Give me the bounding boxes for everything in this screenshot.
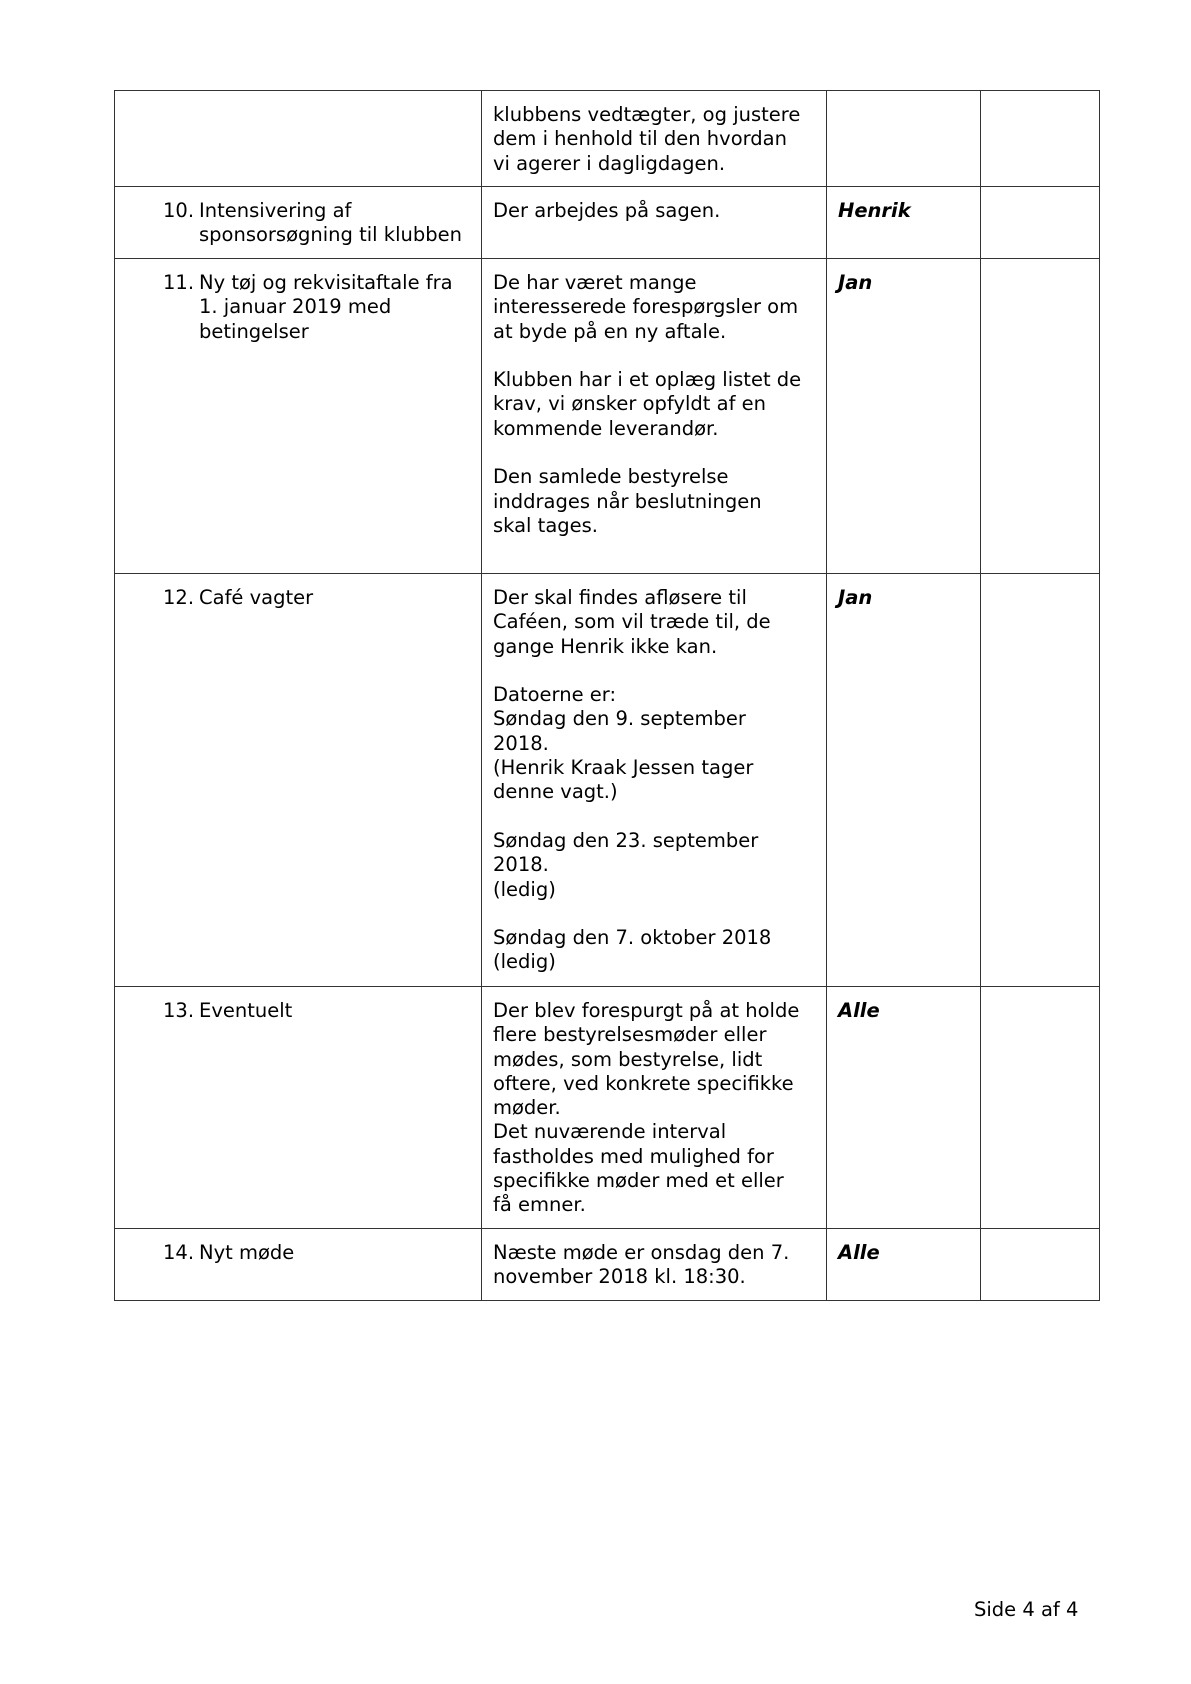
responsible-person: Jan [838, 586, 873, 609]
agenda-item [115, 259, 481, 354]
topic-cell [115, 1229, 482, 1301]
responsible-cell [827, 259, 981, 574]
agenda-table-body [115, 91, 1100, 1301]
agenda-item [115, 187, 481, 258]
item-title: Intensivering af sponsorsøgning til klubben [199, 199, 462, 247]
item-title: Nyt møde [199, 1241, 295, 1264]
status-cell [981, 91, 1100, 187]
agenda-item [115, 574, 481, 620]
agenda-row [115, 1229, 1100, 1301]
notes [482, 574, 826, 985]
notes [482, 187, 826, 233]
topic-cell [115, 259, 482, 574]
notes-cell [482, 574, 827, 987]
agenda-row [115, 187, 1100, 259]
note-paragraph: Der arbejdes på sagen. [493, 199, 721, 222]
item-number: 11. [163, 271, 195, 294]
responsible-cell [827, 91, 981, 187]
notes [482, 91, 826, 186]
note-paragraph: Klubben har i et oplæg listet de krav, vi ønsker opfyldt af en kommende leverandør. [493, 368, 802, 440]
responsible-person [827, 91, 980, 113]
note-paragraph: Søndag den 7. oktober 2018 (ledig) [493, 926, 772, 974]
notes [482, 987, 826, 1228]
responsible-cell [827, 987, 981, 1229]
responsible-person: Alle [838, 1241, 880, 1264]
notes-cell [482, 259, 827, 574]
agenda-row [115, 91, 1100, 187]
agenda-item [115, 987, 481, 1033]
agenda-table [114, 90, 1100, 1301]
topic-cell [115, 187, 482, 259]
item-number: 14. [163, 1241, 195, 1264]
agenda-item [115, 91, 481, 113]
note-paragraph: Der skal findes afløsere til Caféen, som vil træde til, de gange Henrik ikke kan. [493, 586, 771, 658]
note-paragraph: Der blev forespurgt på at holde flere bestyrelsesmøder eller mødes, som bestyrelse, lidt oftere, ved konkrete specifikke møder. Det nuværende interval fastholdes med mulighed for specifikke møder med et eller få emner. [493, 999, 800, 1217]
responsible-person: Alle [838, 999, 880, 1022]
responsible-cell [827, 574, 981, 987]
responsible-cell [827, 187, 981, 259]
notes-cell [482, 987, 827, 1229]
responsible-cell [827, 1229, 981, 1301]
agenda-row [115, 987, 1100, 1229]
notes-cell [482, 91, 827, 187]
topic-cell [115, 91, 482, 187]
item-number: 13. [163, 999, 195, 1022]
note-paragraph: Datoerne er: Søndag den 9. september 2018. (Henrik Kraak Jessen tager denne vagt.) [493, 683, 754, 804]
agenda-row [115, 259, 1100, 574]
item-number: 10. [163, 199, 195, 222]
agenda-item [115, 1229, 481, 1275]
notes-cell [482, 187, 827, 259]
item-title: Eventuelt [199, 999, 293, 1022]
item-number: 12. [163, 586, 195, 609]
item-title: Ny tøj og rekvisitaftale fra 1. januar 2019 med betingelser [199, 271, 453, 343]
status-cell [981, 1229, 1100, 1301]
responsible-person: Jan [838, 271, 873, 294]
note-paragraph: De har været mange interesserede forespørgsler om at byde på en ny aftale. [493, 271, 799, 343]
note-paragraph: Søndag den 23. september 2018. (ledig) [493, 828, 759, 901]
agenda-row [115, 574, 1100, 987]
notes [482, 1229, 826, 1300]
topic-cell [115, 987, 482, 1229]
notes-cell [482, 1229, 827, 1301]
responsible-person: Henrik [838, 199, 911, 222]
item-title: Café vagter [199, 586, 314, 609]
notes [482, 259, 826, 548]
page-number: Side 4 af 4 [974, 1598, 1079, 1621]
note-paragraph: klubbens vedtægter, og justere dem i henhold til den hvordan vi agerer i dagligdagen. [493, 103, 801, 175]
status-cell [981, 574, 1100, 987]
note-paragraph: Den samlede bestyrelse inddrages når beslutningen skal tages. [493, 465, 762, 537]
status-cell [981, 187, 1100, 259]
status-cell [981, 259, 1100, 574]
note-paragraph: Næste møde er onsdag den 7. november 2018 kl. 18:30. [493, 1241, 790, 1289]
topic-cell [115, 574, 482, 987]
status-cell [981, 987, 1100, 1229]
